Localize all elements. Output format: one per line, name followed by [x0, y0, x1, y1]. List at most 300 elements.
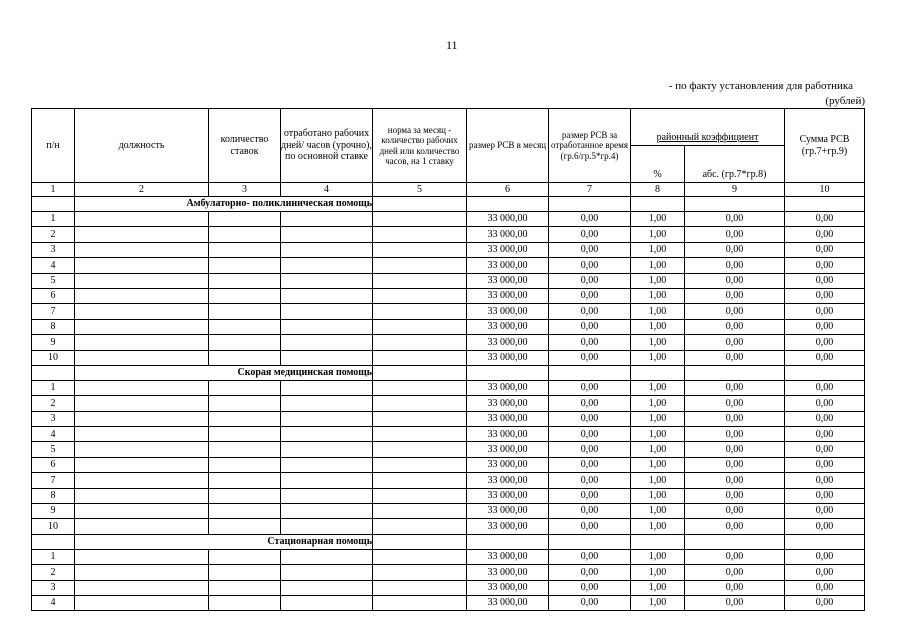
header-percent: %	[631, 146, 685, 183]
rsv-worked-cell: 0,00	[549, 319, 631, 334]
rsv-month-cell: 33 000,00	[467, 335, 549, 350]
rates-cell	[209, 227, 281, 242]
percent-cell: 1,00	[631, 242, 685, 257]
sum-cell: 0,00	[785, 504, 865, 519]
section-num-cell	[32, 197, 75, 212]
worked-cell	[281, 442, 373, 457]
abs-cell: 0,00	[685, 319, 785, 334]
section-empty-cell	[373, 365, 467, 380]
rsv-month-cell: 33 000,00	[467, 396, 549, 411]
position-cell	[75, 457, 209, 472]
column-number-cell: 4	[281, 183, 373, 197]
position-cell	[75, 258, 209, 273]
worked-cell	[281, 304, 373, 319]
percent-cell: 1,00	[631, 504, 685, 519]
position-cell	[75, 427, 209, 442]
rsv-month-cell: 33 000,00	[467, 212, 549, 227]
worked-cell	[281, 504, 373, 519]
norm-cell	[373, 427, 467, 442]
rsv-worked-cell: 0,00	[549, 580, 631, 595]
norm-cell	[373, 396, 467, 411]
percent-cell: 1,00	[631, 350, 685, 365]
rsv-month-cell: 33 000,00	[467, 580, 549, 595]
worked-cell	[281, 488, 373, 503]
norm-cell	[373, 411, 467, 426]
page-number: 11	[446, 38, 458, 52]
abs-cell: 0,00	[685, 288, 785, 303]
abs-cell: 0,00	[685, 595, 785, 610]
rsv-worked-cell: 0,00	[549, 442, 631, 457]
norm-cell	[373, 335, 467, 350]
row-number: 8	[32, 319, 75, 334]
sum-cell: 0,00	[785, 519, 865, 534]
worked-cell	[281, 258, 373, 273]
norm-cell	[373, 242, 467, 257]
worked-cell	[281, 335, 373, 350]
abs-cell: 0,00	[685, 473, 785, 488]
percent-cell: 1,00	[631, 565, 685, 580]
norm-cell	[373, 473, 467, 488]
rates-cell	[209, 396, 281, 411]
rsv-month-cell: 33 000,00	[467, 473, 549, 488]
column-number-cell: 3	[209, 183, 281, 197]
rsv-month-cell: 33 000,00	[467, 457, 549, 472]
header-rsv-month: размер РСВ в месяц	[467, 109, 549, 183]
sum-cell: 0,00	[785, 549, 865, 564]
abs-cell: 0,00	[685, 442, 785, 457]
norm-cell	[373, 380, 467, 395]
sum-cell: 0,00	[785, 411, 865, 426]
row-number: 2	[32, 227, 75, 242]
abs-cell: 0,00	[685, 212, 785, 227]
sum-cell: 0,00	[785, 457, 865, 472]
table-row	[32, 258, 865, 273]
position-cell	[75, 380, 209, 395]
sum-cell: 0,00	[785, 488, 865, 503]
percent-cell: 1,00	[631, 519, 685, 534]
sum-cell: 0,00	[785, 335, 865, 350]
rates-cell	[209, 519, 281, 534]
abs-cell: 0,00	[685, 335, 785, 350]
table-row	[32, 227, 865, 242]
section-num-cell	[32, 534, 75, 549]
table-row	[32, 335, 865, 350]
norm-cell	[373, 580, 467, 595]
norm-cell	[373, 288, 467, 303]
rsv-worked-cell: 0,00	[549, 396, 631, 411]
percent-cell: 1,00	[631, 427, 685, 442]
sum-cell: 0,00	[785, 227, 865, 242]
header-abs: абс. (гр.7*гр.8)	[685, 146, 785, 183]
rsv-worked-cell: 0,00	[549, 457, 631, 472]
worked-cell	[281, 319, 373, 334]
worked-cell	[281, 380, 373, 395]
table-row	[32, 319, 865, 334]
rsv-month-cell: 33 000,00	[467, 504, 549, 519]
rates-cell	[209, 335, 281, 350]
row-number: 3	[32, 580, 75, 595]
position-cell	[75, 488, 209, 503]
column-number-cell: 1	[32, 183, 75, 197]
worked-cell	[281, 288, 373, 303]
section-empty-cell	[549, 534, 631, 549]
table-row	[32, 549, 865, 564]
table-row	[32, 565, 865, 580]
abs-cell: 0,00	[685, 504, 785, 519]
rates-cell	[209, 212, 281, 227]
row-number: 10	[32, 350, 75, 365]
rates-cell	[209, 565, 281, 580]
header-sum: Сумма РСВ (гр.7+гр.9)	[785, 109, 865, 183]
percent-cell: 1,00	[631, 457, 685, 472]
table-row	[32, 457, 865, 472]
position-cell	[75, 242, 209, 257]
rsv-month-cell: 33 000,00	[467, 519, 549, 534]
rsv-month-cell: 33 000,00	[467, 565, 549, 580]
table-row	[32, 212, 865, 227]
rates-cell	[209, 473, 281, 488]
rsv-month-cell: 33 000,00	[467, 319, 549, 334]
table-row	[32, 473, 865, 488]
percent-cell: 1,00	[631, 411, 685, 426]
rsv-month-cell: 33 000,00	[467, 304, 549, 319]
norm-cell	[373, 273, 467, 288]
percent-cell: 1,00	[631, 380, 685, 395]
row-number: 1	[32, 380, 75, 395]
position-cell	[75, 227, 209, 242]
sum-cell: 0,00	[785, 380, 865, 395]
sum-cell: 0,00	[785, 258, 865, 273]
sum-cell: 0,00	[785, 350, 865, 365]
worked-cell	[281, 473, 373, 488]
rates-cell	[209, 442, 281, 457]
row-number: 4	[32, 595, 75, 610]
percent-cell: 1,00	[631, 258, 685, 273]
position-cell	[75, 350, 209, 365]
section-empty-cell	[373, 197, 467, 212]
rates-cell	[209, 380, 281, 395]
sum-cell: 0,00	[785, 319, 865, 334]
row-number: 7	[32, 304, 75, 319]
percent-cell: 1,00	[631, 304, 685, 319]
abs-cell: 0,00	[685, 411, 785, 426]
table-row	[32, 304, 865, 319]
worked-cell	[281, 549, 373, 564]
header-num: п/н	[32, 109, 75, 183]
position-cell	[75, 519, 209, 534]
rates-cell	[209, 242, 281, 257]
percent-cell: 1,00	[631, 273, 685, 288]
section-empty-cell	[631, 534, 685, 549]
rsv-month-cell: 33 000,00	[467, 380, 549, 395]
position-cell	[75, 396, 209, 411]
header-norm: норма за месяц - количество рабочих дней или количество часов, на 1 ставку	[373, 109, 467, 183]
section-empty-cell	[467, 197, 549, 212]
table-row	[32, 411, 865, 426]
section-empty-cell	[373, 534, 467, 549]
abs-cell: 0,00	[685, 565, 785, 580]
header-rates: количество ставок	[209, 109, 281, 183]
header-position: должность	[75, 109, 209, 183]
abs-cell: 0,00	[685, 427, 785, 442]
rsv-worked-cell: 0,00	[549, 350, 631, 365]
section-empty-cell	[467, 534, 549, 549]
rates-cell	[209, 580, 281, 595]
norm-cell	[373, 442, 467, 457]
position-cell	[75, 319, 209, 334]
position-cell	[75, 473, 209, 488]
rsv-worked-cell: 0,00	[549, 273, 631, 288]
percent-cell: 1,00	[631, 288, 685, 303]
worked-cell	[281, 273, 373, 288]
sum-cell: 0,00	[785, 427, 865, 442]
position-cell	[75, 335, 209, 350]
header-rsv-worked: размер РСВ за отработанное время (гр.6/гр.5*гр.4)	[549, 109, 631, 183]
unit-note: - по факту установления для работника	[668, 80, 853, 92]
sum-cell: 0,00	[785, 273, 865, 288]
row-number: 3	[32, 411, 75, 426]
worked-cell	[281, 227, 373, 242]
rates-cell	[209, 258, 281, 273]
row-number: 6	[32, 288, 75, 303]
percent-cell: 1,00	[631, 396, 685, 411]
section-header-row	[32, 365, 865, 380]
rates-cell	[209, 304, 281, 319]
row-number: 7	[32, 473, 75, 488]
rsv-worked-cell: 0,00	[549, 565, 631, 580]
worked-cell	[281, 580, 373, 595]
section-header-row	[32, 534, 865, 549]
worked-cell	[281, 457, 373, 472]
position-cell	[75, 212, 209, 227]
sum-cell: 0,00	[785, 565, 865, 580]
norm-cell	[373, 488, 467, 503]
section-title: Скорая медицинская помощь	[75, 365, 373, 380]
worked-cell	[281, 212, 373, 227]
section-header-row	[32, 197, 865, 212]
section-empty-cell	[631, 365, 685, 380]
row-number: 4	[32, 427, 75, 442]
rsv-month-cell: 33 000,00	[467, 273, 549, 288]
percent-cell: 1,00	[631, 319, 685, 334]
norm-cell	[373, 258, 467, 273]
rsv-worked-cell: 0,00	[549, 519, 631, 534]
sum-cell: 0,00	[785, 242, 865, 257]
rsv-month-cell: 33 000,00	[467, 595, 549, 610]
rates-cell	[209, 549, 281, 564]
rsv-worked-cell: 0,00	[549, 473, 631, 488]
section-empty-cell	[549, 197, 631, 212]
section-title: Амбулаторно- поликлиническая помощь	[75, 197, 373, 212]
norm-cell	[373, 304, 467, 319]
percent-cell: 1,00	[631, 595, 685, 610]
percent-cell: 1,00	[631, 473, 685, 488]
rates-cell	[209, 319, 281, 334]
sum-cell: 0,00	[785, 396, 865, 411]
rsv-worked-cell: 0,00	[549, 488, 631, 503]
column-number-cell: 7	[549, 183, 631, 197]
position-cell	[75, 273, 209, 288]
percent-cell: 1,00	[631, 212, 685, 227]
row-number: 2	[32, 396, 75, 411]
norm-cell	[373, 457, 467, 472]
table-row	[32, 442, 865, 457]
norm-cell	[373, 519, 467, 534]
abs-cell: 0,00	[685, 304, 785, 319]
rsv-worked-cell: 0,00	[549, 335, 631, 350]
table-row	[32, 288, 865, 303]
sum-cell: 0,00	[785, 442, 865, 457]
position-cell	[75, 442, 209, 457]
abs-cell: 0,00	[685, 350, 785, 365]
norm-cell	[373, 227, 467, 242]
worked-cell	[281, 595, 373, 610]
norm-cell	[373, 350, 467, 365]
abs-cell: 0,00	[685, 273, 785, 288]
column-number-cell: 6	[467, 183, 549, 197]
norm-cell	[373, 565, 467, 580]
row-number: 5	[32, 442, 75, 457]
section-num-cell	[32, 365, 75, 380]
percent-cell: 1,00	[631, 227, 685, 242]
rsv-month-cell: 33 000,00	[467, 549, 549, 564]
abs-cell: 0,00	[685, 227, 785, 242]
sum-cell: 0,00	[785, 288, 865, 303]
rsv-month-cell: 33 000,00	[467, 411, 549, 426]
row-number: 9	[32, 504, 75, 519]
rsv-month-cell: 33 000,00	[467, 288, 549, 303]
currency-note: (рублей)	[825, 95, 865, 107]
column-number-cell: 5	[373, 183, 467, 197]
table-row	[32, 396, 865, 411]
percent-cell: 1,00	[631, 549, 685, 564]
abs-cell: 0,00	[685, 580, 785, 595]
rsv-worked-cell: 0,00	[549, 595, 631, 610]
section-empty-cell	[785, 365, 865, 380]
rsv-month-cell: 33 000,00	[467, 227, 549, 242]
position-cell	[75, 304, 209, 319]
section-empty-cell	[785, 534, 865, 549]
section-empty-cell	[685, 534, 785, 549]
rsv-worked-cell: 0,00	[549, 304, 631, 319]
abs-cell: 0,00	[685, 488, 785, 503]
rsv-month-cell: 33 000,00	[467, 242, 549, 257]
sum-cell: 0,00	[785, 304, 865, 319]
worked-cell	[281, 242, 373, 257]
position-cell	[75, 580, 209, 595]
rates-cell	[209, 411, 281, 426]
position-cell	[75, 565, 209, 580]
header-district-coefficient: районный коэффициент	[631, 109, 785, 146]
table-row	[32, 488, 865, 503]
table-row	[32, 242, 865, 257]
rsv-worked-cell: 0,00	[549, 242, 631, 257]
table-row	[32, 504, 865, 519]
rates-cell	[209, 488, 281, 503]
section-empty-cell	[785, 197, 865, 212]
table-row	[32, 580, 865, 595]
row-number: 4	[32, 258, 75, 273]
percent-cell: 1,00	[631, 442, 685, 457]
row-number: 9	[32, 335, 75, 350]
abs-cell: 0,00	[685, 380, 785, 395]
column-number-cell: 9	[685, 183, 785, 197]
position-cell	[75, 504, 209, 519]
percent-cell: 1,00	[631, 335, 685, 350]
row-number: 1	[32, 549, 75, 564]
rsv-worked-cell: 0,00	[549, 504, 631, 519]
table-row	[32, 350, 865, 365]
rsv-worked-cell: 0,00	[549, 411, 631, 426]
rsv-worked-cell: 0,00	[549, 549, 631, 564]
abs-cell: 0,00	[685, 549, 785, 564]
table-row	[32, 427, 865, 442]
abs-cell: 0,00	[685, 396, 785, 411]
rsv-worked-cell: 0,00	[549, 258, 631, 273]
rsv-month-cell: 33 000,00	[467, 350, 549, 365]
row-number: 10	[32, 519, 75, 534]
table-row	[32, 595, 865, 610]
abs-cell: 0,00	[685, 457, 785, 472]
row-number: 3	[32, 242, 75, 257]
worked-cell	[281, 396, 373, 411]
rsv-worked-cell: 0,00	[549, 212, 631, 227]
norm-cell	[373, 549, 467, 564]
rsv-month-cell: 33 000,00	[467, 442, 549, 457]
position-cell	[75, 411, 209, 426]
worked-cell	[281, 350, 373, 365]
percent-cell: 1,00	[631, 488, 685, 503]
abs-cell: 0,00	[685, 258, 785, 273]
sum-cell: 0,00	[785, 212, 865, 227]
section-empty-cell	[685, 365, 785, 380]
row-number: 1	[32, 212, 75, 227]
rates-cell	[209, 273, 281, 288]
norm-cell	[373, 212, 467, 227]
sum-cell: 0,00	[785, 595, 865, 610]
rsv-worked-cell: 0,00	[549, 380, 631, 395]
rates-cell	[209, 427, 281, 442]
norm-cell	[373, 595, 467, 610]
rsv-month-cell: 33 000,00	[467, 258, 549, 273]
abs-cell: 0,00	[685, 519, 785, 534]
section-empty-cell	[685, 197, 785, 212]
position-cell	[75, 549, 209, 564]
rates-cell	[209, 504, 281, 519]
row-number: 2	[32, 565, 75, 580]
row-number: 5	[32, 273, 75, 288]
rates-cell	[209, 350, 281, 365]
table-row	[32, 380, 865, 395]
rsv-month-cell: 33 000,00	[467, 427, 549, 442]
norm-cell	[373, 504, 467, 519]
column-number-cell: 10	[785, 183, 865, 197]
rates-cell	[209, 457, 281, 472]
rsv-table	[31, 108, 865, 611]
table-body	[32, 183, 865, 611]
table-row	[32, 519, 865, 534]
section-title: Стационарная помощь	[75, 534, 373, 549]
section-empty-cell	[549, 365, 631, 380]
worked-cell	[281, 411, 373, 426]
rsv-worked-cell: 0,00	[549, 288, 631, 303]
percent-cell: 1,00	[631, 580, 685, 595]
rsv-month-cell: 33 000,00	[467, 488, 549, 503]
column-number-cell: 2	[75, 183, 209, 197]
abs-cell: 0,00	[685, 242, 785, 257]
position-cell	[75, 288, 209, 303]
row-number: 8	[32, 488, 75, 503]
